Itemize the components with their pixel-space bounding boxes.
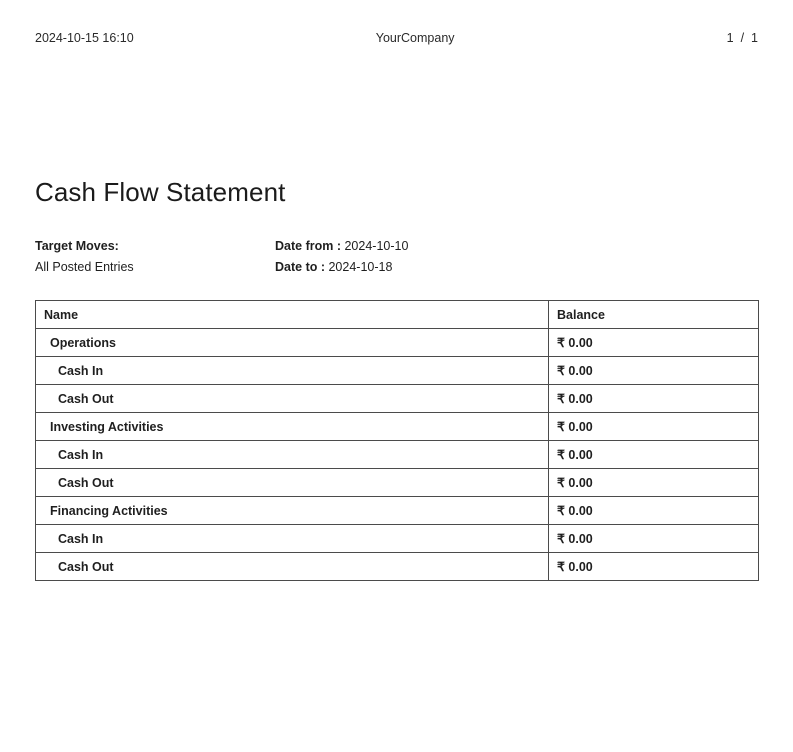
cell-balance: ₹ 0.00 (549, 385, 759, 413)
table-row (36, 385, 759, 413)
page-total: 1 (751, 31, 758, 45)
table-row (36, 357, 759, 385)
table-head (36, 301, 759, 329)
meta-column-dates (275, 236, 595, 278)
cell-balance: ₹ 0.00 (549, 469, 759, 497)
cell-balance: ₹ 0.00 (549, 441, 759, 469)
document-header (35, 0, 758, 45)
target-moves-value: All Posted Entries (35, 260, 134, 274)
table-row (36, 329, 759, 357)
cell-name: Operations (36, 329, 549, 357)
target-moves-label-row (35, 236, 275, 257)
cell-balance: ₹ 0.00 (549, 497, 759, 525)
target-moves-label: Target Moves: (35, 239, 119, 253)
header-pagination (727, 31, 758, 45)
column-header-name: Name (36, 301, 549, 329)
table-row (36, 469, 759, 497)
report-meta (35, 208, 758, 278)
meta-column-target (35, 236, 275, 278)
page-separator: / (740, 31, 745, 45)
cell-name: Cash Out (36, 385, 549, 413)
table-row (36, 525, 759, 553)
date-from-value: 2024-10-10 (344, 239, 409, 253)
date-to-value: 2024-10-18 (328, 260, 393, 274)
cell-balance: ₹ 0.00 (549, 357, 759, 385)
date-to-label: Date to : (275, 260, 325, 274)
cell-name: Cash In (36, 525, 549, 553)
cell-name: Cash In (36, 357, 549, 385)
column-header-balance: Balance (549, 301, 759, 329)
table-row (36, 497, 759, 525)
cell-balance: ₹ 0.00 (549, 413, 759, 441)
cell-name: Financing Activities (36, 497, 549, 525)
header-company-name: YourCompany (375, 31, 455, 45)
date-to-row (275, 257, 595, 278)
cell-balance: ₹ 0.00 (549, 525, 759, 553)
cell-balance: ₹ 0.00 (549, 329, 759, 357)
cell-name: Investing Activities (36, 413, 549, 441)
page-title: Cash Flow Statement (35, 177, 286, 207)
table-row (36, 413, 759, 441)
target-moves-value-row (35, 257, 275, 278)
cell-name: Cash In (36, 441, 549, 469)
table-header-row (36, 301, 759, 329)
header-datetime: 2024-10-15 16:10 (35, 31, 134, 45)
table-row (36, 441, 759, 469)
table-row (36, 553, 759, 581)
cell-name: Cash Out (36, 469, 549, 497)
page-current: 1 (726, 31, 734, 45)
cell-name: Cash Out (36, 553, 549, 581)
date-from-row (275, 236, 595, 257)
cash-flow-table (35, 300, 759, 581)
table-body (36, 329, 759, 581)
date-from-label: Date from : (275, 239, 341, 253)
cell-balance: ₹ 0.00 (549, 553, 759, 581)
